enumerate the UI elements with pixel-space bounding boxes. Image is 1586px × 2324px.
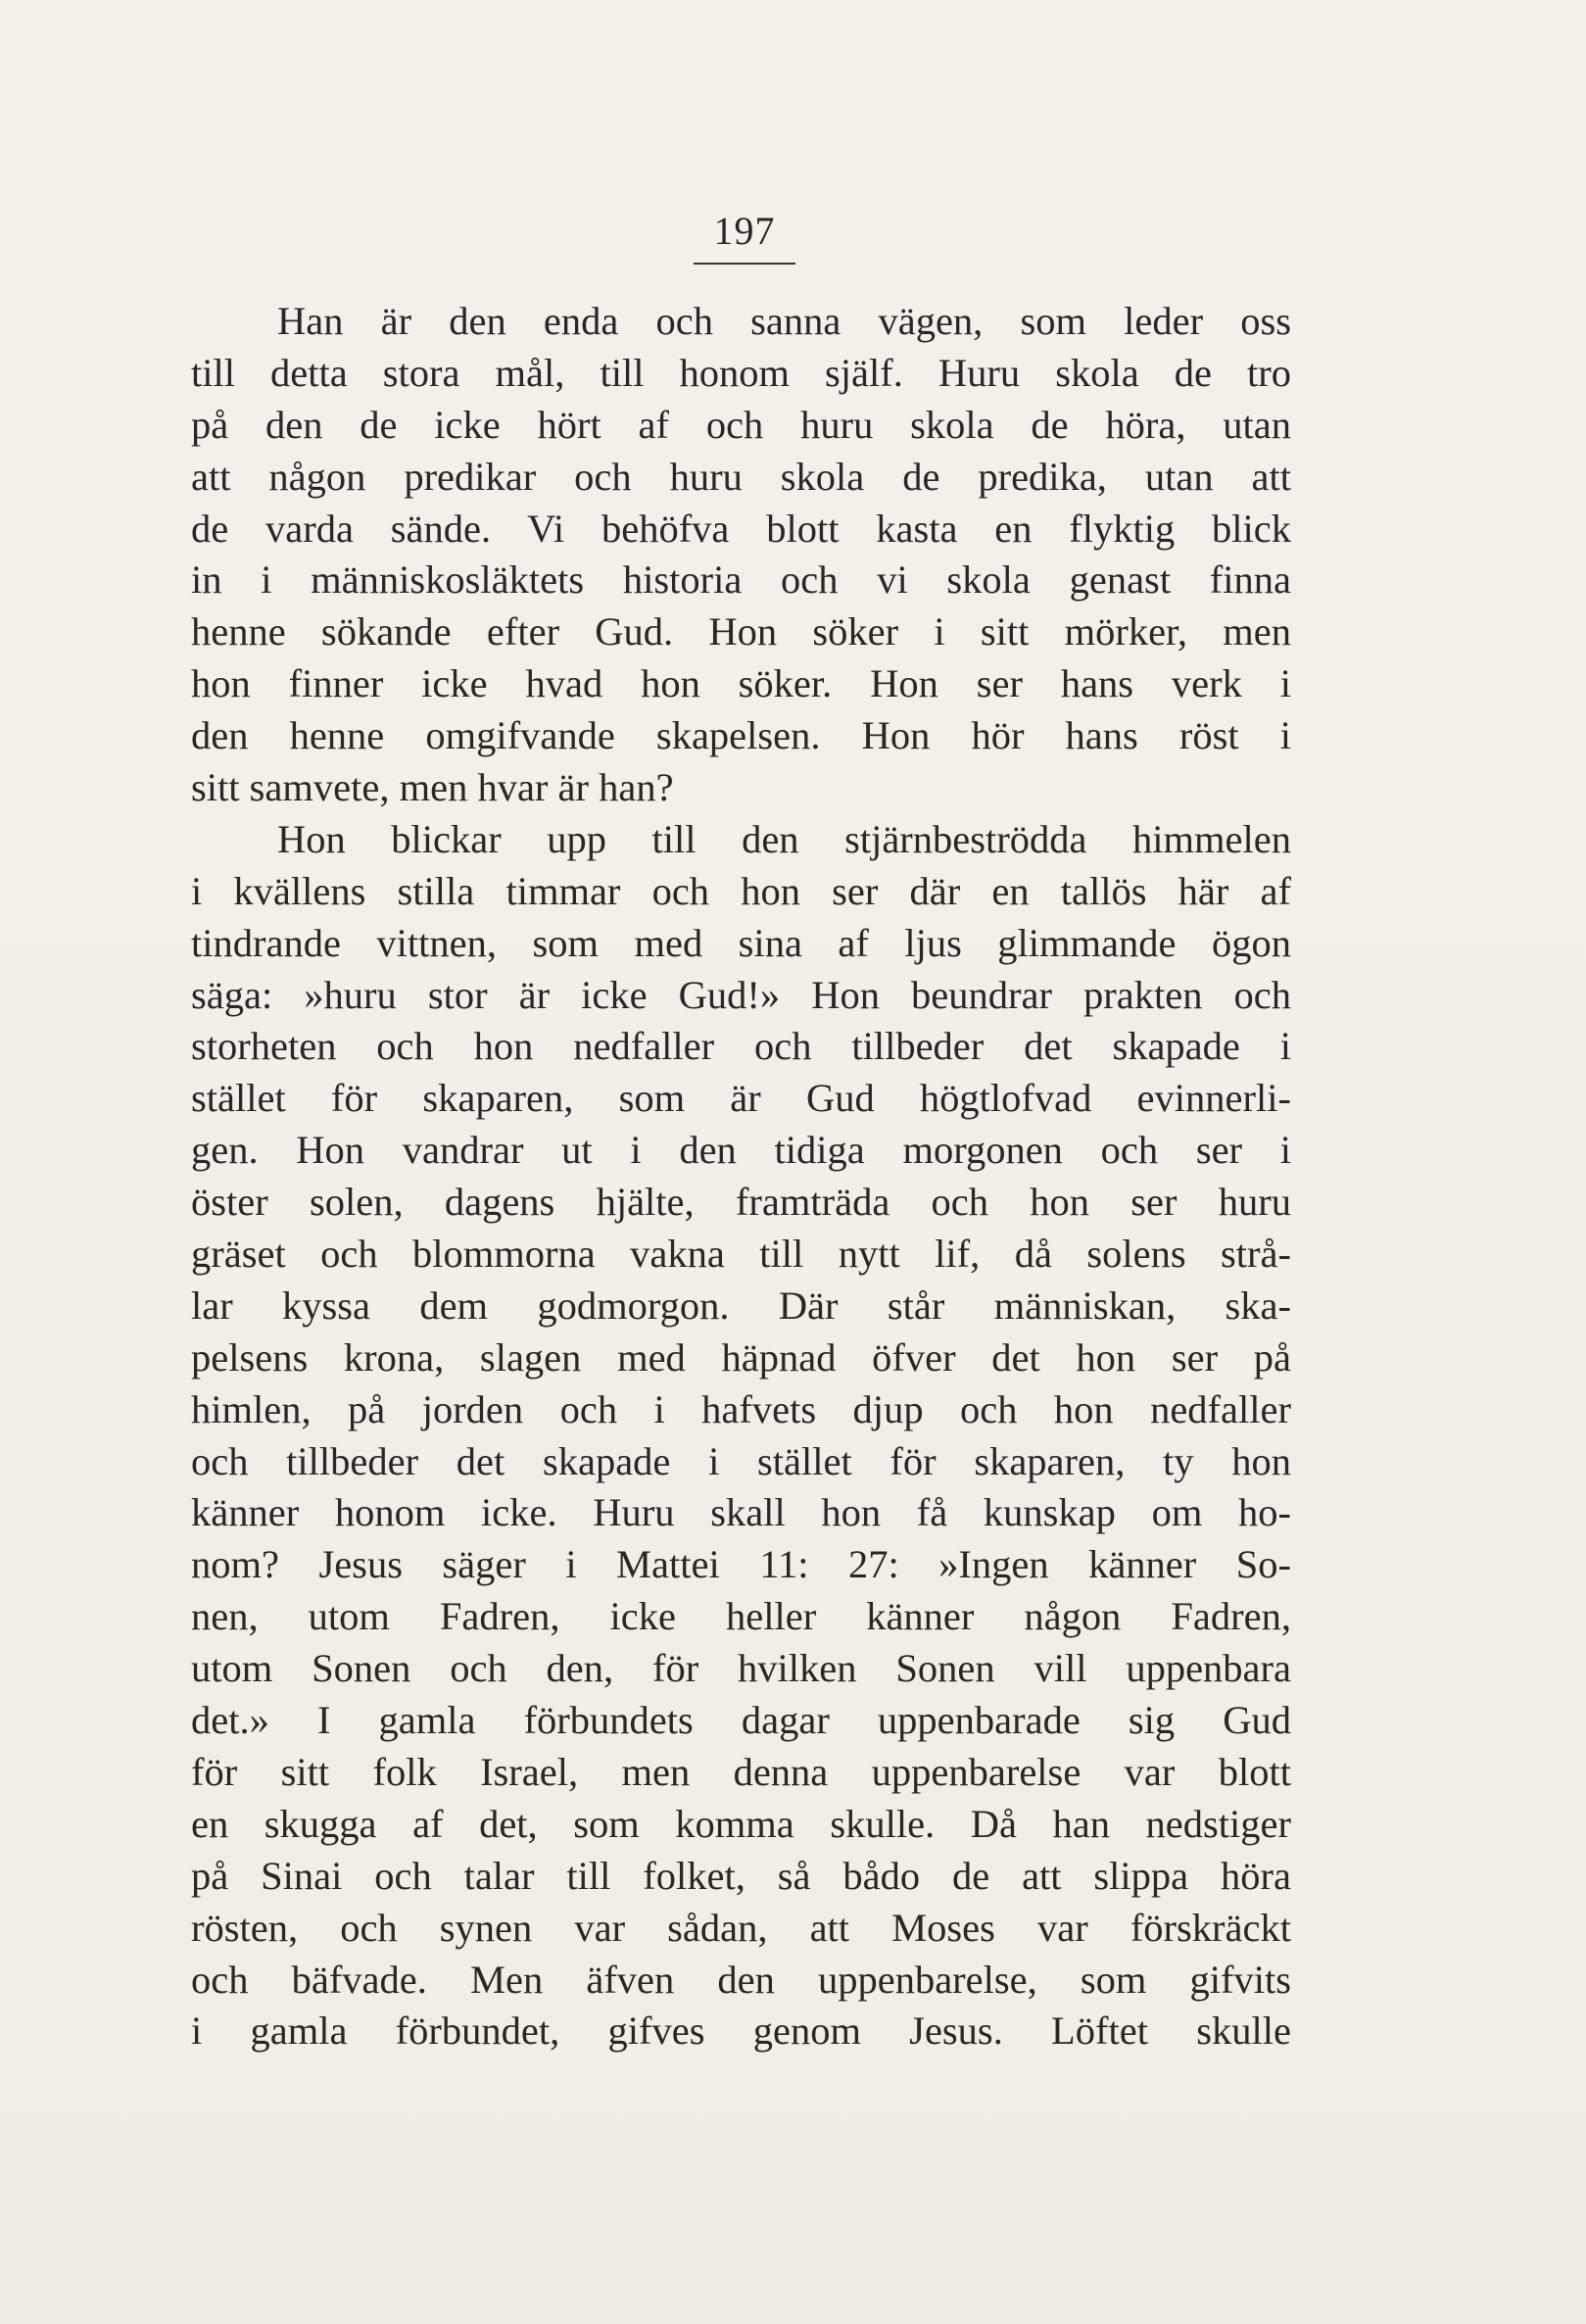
text-line: att någon predikar och huru skola de predika, utan att [191,454,1291,499]
text-line: gen. Hon vandrar ut i den tidiga morgonen och ser i [191,1128,1291,1173]
text-line: och bäfvade. Men äfven den uppenbarelse, som gifvits [191,1957,1291,2002]
text-line: till detta stora mål, till honom själf. Huru skola de tro [191,350,1291,395]
text-line: gräset och blommorna vakna till nytt lif, då solens strå- [191,1232,1291,1277]
text-line: det.» I gamla förbundets dagar uppenbarade sig Gud [191,1698,1291,1743]
text-line: den henne omgifvande skapelsen. Hon hör hans röst i [191,713,1291,758]
text-line: henne sökande efter Gud. Hon söker i sitt mörker, men [191,609,1291,654]
text-line: rösten, och synen var sådan, att Moses var förskräckt [191,1905,1291,1950]
text-line: en skugga af det, som komma skulle. Då han nedstiger [191,1801,1291,1846]
text-line: sitt samvete, men hvar är han? [191,765,674,810]
text-line: nom? Jesus säger i Mattei 11: 27: »Ingen känner So- [191,1542,1291,1587]
body-text [191,296,1291,2058]
text-line: de varda sände. Vi behöfva blott kasta en flyktig blick [191,506,1291,551]
text-line: hon finner icke hvad hon söker. Hon ser hans verk i [191,661,1291,706]
text-line: nen, utom Fadren, icke heller känner någon Fadren, [191,1594,1291,1639]
text-line: på den de icke hört af och huru skola de höra, utan [191,402,1291,447]
page-number: 197 [713,209,776,253]
text-line: pelsens krona, slagen med häpnad öfver det hon ser på [191,1334,1291,1380]
text-line: och tillbeder det skapade i stället för skaparen, ty hon [191,1438,1291,1483]
text-line: säga: »huru stor är icke Gud!» Hon beundrar prakten och [191,972,1291,1017]
page-number-rule [694,263,795,265]
text-line: lar kyssa dem godmorgon. Där står människan, ska- [191,1283,1291,1328]
text-line: Han är den enda och sanna vägen, som leder oss [277,299,1291,343]
text-line: i kvällens stilla timmar och hon ser där en tallös här af [191,868,1291,913]
text-line: tindrande vittnen, som med sina af ljus glimmande ögon [191,920,1291,965]
text-line: öster solen, dagens hjälte, framträda och hon ser huru [191,1180,1291,1225]
text-line: känner honom icke. Huru skall hon få kunskap om ho- [191,1490,1291,1535]
text-line: för sitt folk Israel, men denna uppenbarelse var blott [191,1749,1291,1794]
text-line: storheten och hon nedfaller och tillbeder det skapade i [191,1024,1291,1069]
text-line: in i människosläktets historia och vi skola genast finna [191,557,1291,603]
text-line: i gamla förbundet, gifves genom Jesus. Löftet skulle [191,2009,1291,2054]
text-line: på Sinai och talar till folket, så bådo de att slippa höra [191,1853,1291,1898]
text-line: utom Sonen och den, för hvilken Sonen vill uppenbara [191,1646,1291,1691]
text-line: Hon blickar upp till den stjärnbeströdda himmelen [277,816,1291,861]
text-line: himlen, på jorden och i hafvets djup och hon nedfaller [191,1386,1291,1431]
text-line: stället för skaparen, som är Gud högtlofvad evinnerli- [191,1076,1291,1121]
